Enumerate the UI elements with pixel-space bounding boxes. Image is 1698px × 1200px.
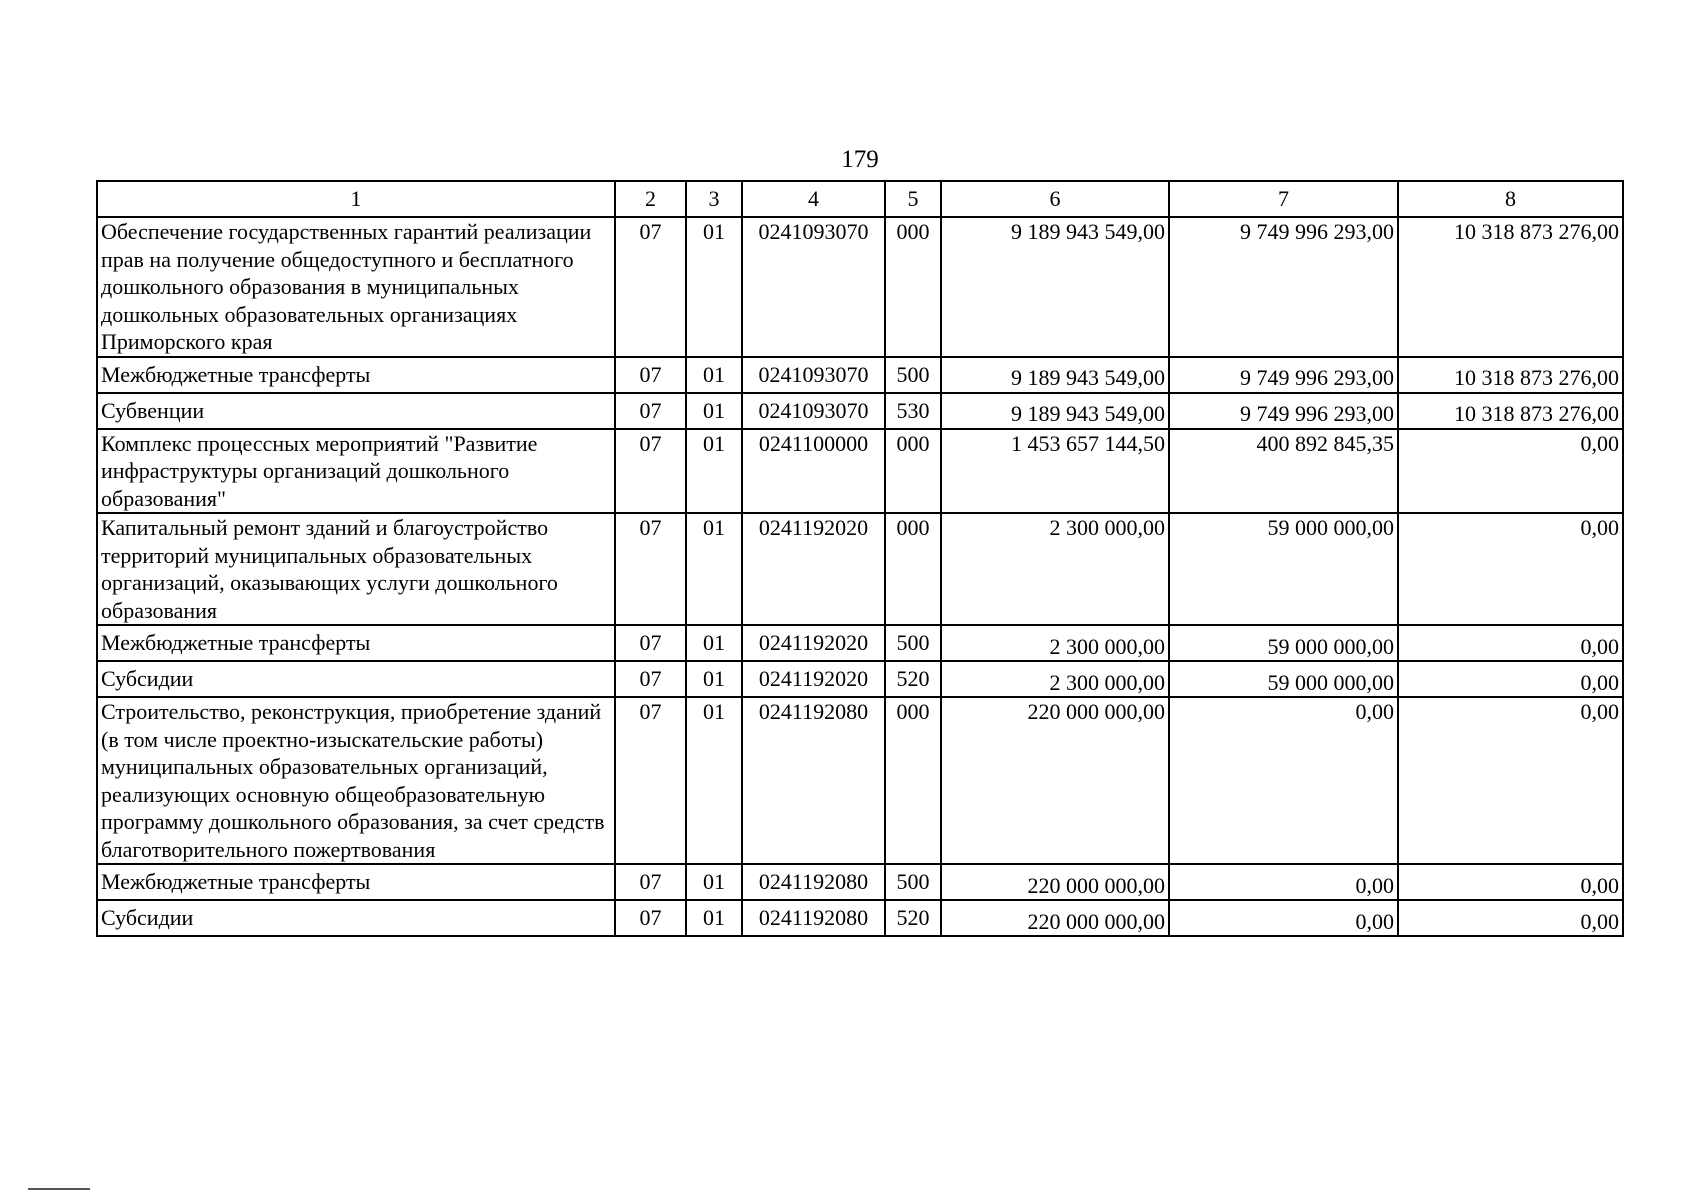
- row-name: Субсидии: [97, 900, 615, 936]
- subsection-code: 01: [686, 217, 742, 357]
- amount-col-6: 220 000 000,00: [941, 900, 1169, 936]
- amount-col-7: 9 749 996 293,00: [1169, 357, 1398, 393]
- amount-col-7: 59 000 000,00: [1169, 625, 1398, 661]
- section-code: 07: [615, 513, 686, 625]
- row-name: Субвенции: [97, 393, 615, 429]
- amount-col-8: 0,00: [1398, 864, 1623, 900]
- amount-col-8: 0,00: [1398, 513, 1623, 625]
- amount-col-7: 0,00: [1169, 900, 1398, 936]
- amount-col-8: 0,00: [1398, 697, 1623, 864]
- amount-col-6: 2 300 000,00: [941, 625, 1169, 661]
- subsection-code: 01: [686, 513, 742, 625]
- row-name: Строительство, реконструкция, приобретение зданий (в том числе проектно-изыскательские работы) муниципальных образовательных организаций, реализующих основную общеобразовательную программу дошкольного образования, за счет средств благотворительного пожертвования: [97, 697, 615, 864]
- table-row: [97, 513, 1623, 625]
- subsection-code: 01: [686, 661, 742, 697]
- expense-type-code: 500: [885, 625, 941, 661]
- table-row: [97, 864, 1623, 900]
- target-article-code: 0241093070: [742, 357, 885, 393]
- expense-type-code: 500: [885, 864, 941, 900]
- column-header-7: 7: [1169, 181, 1398, 217]
- expense-type-code: 000: [885, 429, 941, 514]
- amount-col-7: 400 892 845,35: [1169, 429, 1398, 514]
- amount-col-7: 59 000 000,00: [1169, 661, 1398, 697]
- expense-type-code: 000: [885, 697, 941, 864]
- expense-type-code: 000: [885, 217, 941, 357]
- row-name: Капитальный ремонт зданий и благоустройство территорий муниципальных образовательных организаций, оказывающих услуги дошкольного образования: [97, 513, 615, 625]
- page-number: 179: [841, 146, 879, 173]
- expense-type-code: 530: [885, 393, 941, 429]
- subsection-code: 01: [686, 864, 742, 900]
- table-row: [97, 357, 1623, 393]
- target-article-code: 0241192080: [742, 900, 885, 936]
- section-code: 07: [615, 900, 686, 936]
- budget-table: [96, 180, 1624, 937]
- amount-col-7: 59 000 000,00: [1169, 513, 1398, 625]
- amount-col-6: 9 189 943 549,00: [941, 217, 1169, 357]
- amount-col-8: 0,00: [1398, 625, 1623, 661]
- table-row: [97, 900, 1623, 936]
- column-header-8: 8: [1398, 181, 1623, 217]
- table-row: [97, 393, 1623, 429]
- table-row: [97, 217, 1623, 357]
- subsection-code: 01: [686, 625, 742, 661]
- amount-col-8: 0,00: [1398, 429, 1623, 514]
- expense-type-code: 000: [885, 513, 941, 625]
- table-row: [97, 625, 1623, 661]
- section-code: 07: [615, 357, 686, 393]
- row-name: Межбюджетные трансферты: [97, 625, 615, 661]
- section-code: 07: [615, 429, 686, 514]
- subsection-code: 01: [686, 697, 742, 864]
- row-name: Межбюджетные трансферты: [97, 357, 615, 393]
- target-article-code: 0241093070: [742, 217, 885, 357]
- expense-type-code: 500: [885, 357, 941, 393]
- subsection-code: 01: [686, 393, 742, 429]
- amount-col-6: 9 189 943 549,00: [941, 393, 1169, 429]
- header-row: [97, 181, 1623, 217]
- table-row: [97, 661, 1623, 697]
- column-header-6: 6: [941, 181, 1169, 217]
- table-row: [97, 429, 1623, 514]
- row-name: Субсидии: [97, 661, 615, 697]
- column-header-3: 3: [686, 181, 742, 217]
- row-name: Межбюджетные трансферты: [97, 864, 615, 900]
- amount-col-8: 0,00: [1398, 661, 1623, 697]
- amount-col-6: 220 000 000,00: [941, 864, 1169, 900]
- column-header-5: 5: [885, 181, 941, 217]
- amount-col-6: 9 189 943 549,00: [941, 357, 1169, 393]
- section-code: 07: [615, 661, 686, 697]
- expense-type-code: 520: [885, 900, 941, 936]
- target-article-code: 0241192020: [742, 625, 885, 661]
- amount-col-8: 10 318 873 276,00: [1398, 393, 1623, 429]
- subsection-code: 01: [686, 900, 742, 936]
- table-row: [97, 697, 1623, 864]
- amount-col-6: 220 000 000,00: [941, 697, 1169, 864]
- section-code: 07: [615, 217, 686, 357]
- amount-col-6: 1 453 657 144,50: [941, 429, 1169, 514]
- column-header-4: 4: [742, 181, 885, 217]
- amount-col-7: 0,00: [1169, 697, 1398, 864]
- target-article-code: 0241100000: [742, 429, 885, 514]
- expense-type-code: 520: [885, 661, 941, 697]
- subsection-code: 01: [686, 357, 742, 393]
- section-code: 07: [615, 393, 686, 429]
- amount-col-6: 2 300 000,00: [941, 513, 1169, 625]
- amount-col-7: 9 749 996 293,00: [1169, 217, 1398, 357]
- row-name: Комплекс процессных мероприятий "Развитие инфраструктуры организаций дошкольного образования": [97, 429, 615, 514]
- subsection-code: 01: [686, 429, 742, 514]
- target-article-code: 0241192020: [742, 513, 885, 625]
- target-article-code: 0241192080: [742, 697, 885, 864]
- target-article-code: 0241093070: [742, 393, 885, 429]
- column-header-1: 1: [97, 181, 615, 217]
- column-header-2: 2: [615, 181, 686, 217]
- target-article-code: 0241192020: [742, 661, 885, 697]
- section-code: 07: [615, 697, 686, 864]
- section-code: 07: [615, 625, 686, 661]
- amount-col-8: 0,00: [1398, 900, 1623, 936]
- amount-col-7: 9 749 996 293,00: [1169, 393, 1398, 429]
- scan-edge-mark: [28, 1188, 90, 1190]
- amount-col-6: 2 300 000,00: [941, 661, 1169, 697]
- row-name: Обеспечение государственных гарантий реализации прав на получение общедоступного и бесплатного дошкольного образования в муниципальных дошкольных образовательных организациях Приморского края: [97, 217, 615, 357]
- amount-col-7: 0,00: [1169, 864, 1398, 900]
- amount-col-8: 10 318 873 276,00: [1398, 217, 1623, 357]
- section-code: 07: [615, 864, 686, 900]
- target-article-code: 0241192080: [742, 864, 885, 900]
- amount-col-8: 10 318 873 276,00: [1398, 357, 1623, 393]
